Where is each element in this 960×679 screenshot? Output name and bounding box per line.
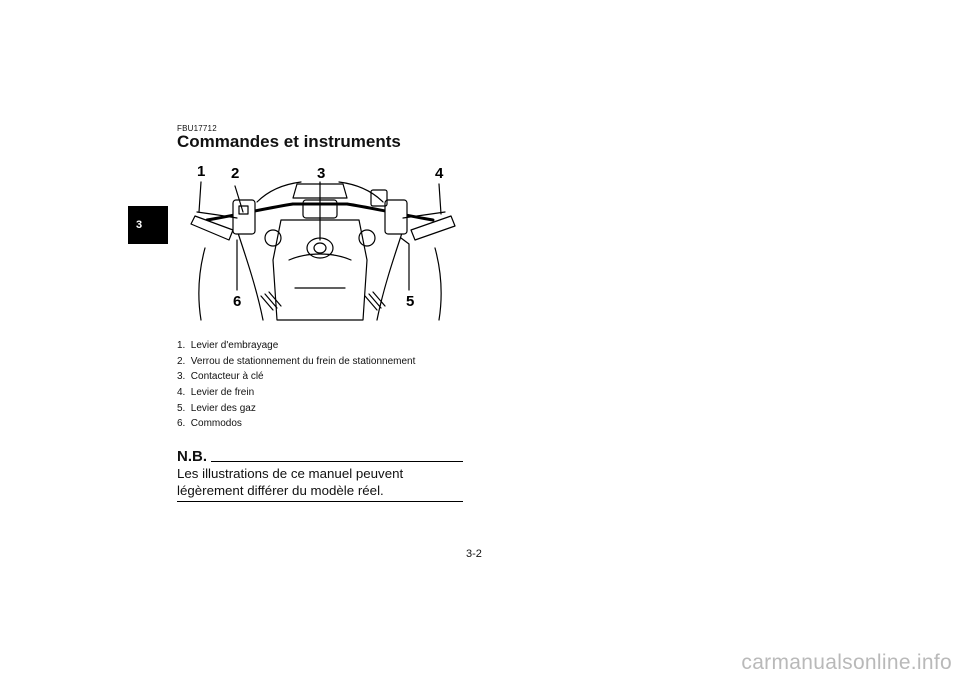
note-bottom-rule (177, 501, 463, 502)
page-title: Commandes et instruments (177, 132, 401, 151)
note-header (177, 449, 463, 464)
chapter-tab (128, 206, 168, 244)
section-code: FBU17712 (177, 124, 217, 133)
legend-item: 6. Commodos (177, 418, 242, 430)
legend-item: 5. Levier des gaz (177, 402, 256, 414)
legend-item: 4. Levier de frein (177, 387, 255, 399)
callout-5: 5 (406, 293, 415, 310)
callout-2: 2 (231, 165, 240, 182)
callout-1: 1 (197, 163, 206, 180)
chapter-tab-number: 3 (136, 219, 143, 231)
handlebar-illustration (177, 160, 463, 326)
callout-6: 6 (233, 293, 242, 310)
legend-item: 3. Contacteur à clé (177, 371, 264, 383)
legend-item: 1. Levier d'embrayage (177, 340, 279, 351)
note-top-rule (211, 461, 463, 462)
note-label: N.B. (177, 448, 207, 465)
note-text: Les illustrations de ce manuel peuvent légèrement différer du modèle réel. (177, 466, 404, 498)
watermark: carmanualsonline.info (741, 651, 952, 674)
callout-4: 4 (435, 165, 444, 182)
legend-item: 2. Verrou de stationnement du frein de stationnement (177, 355, 416, 367)
figure-legend (177, 338, 415, 432)
page-number: 3-2 (466, 548, 482, 560)
callout-3: 3 (317, 165, 326, 182)
